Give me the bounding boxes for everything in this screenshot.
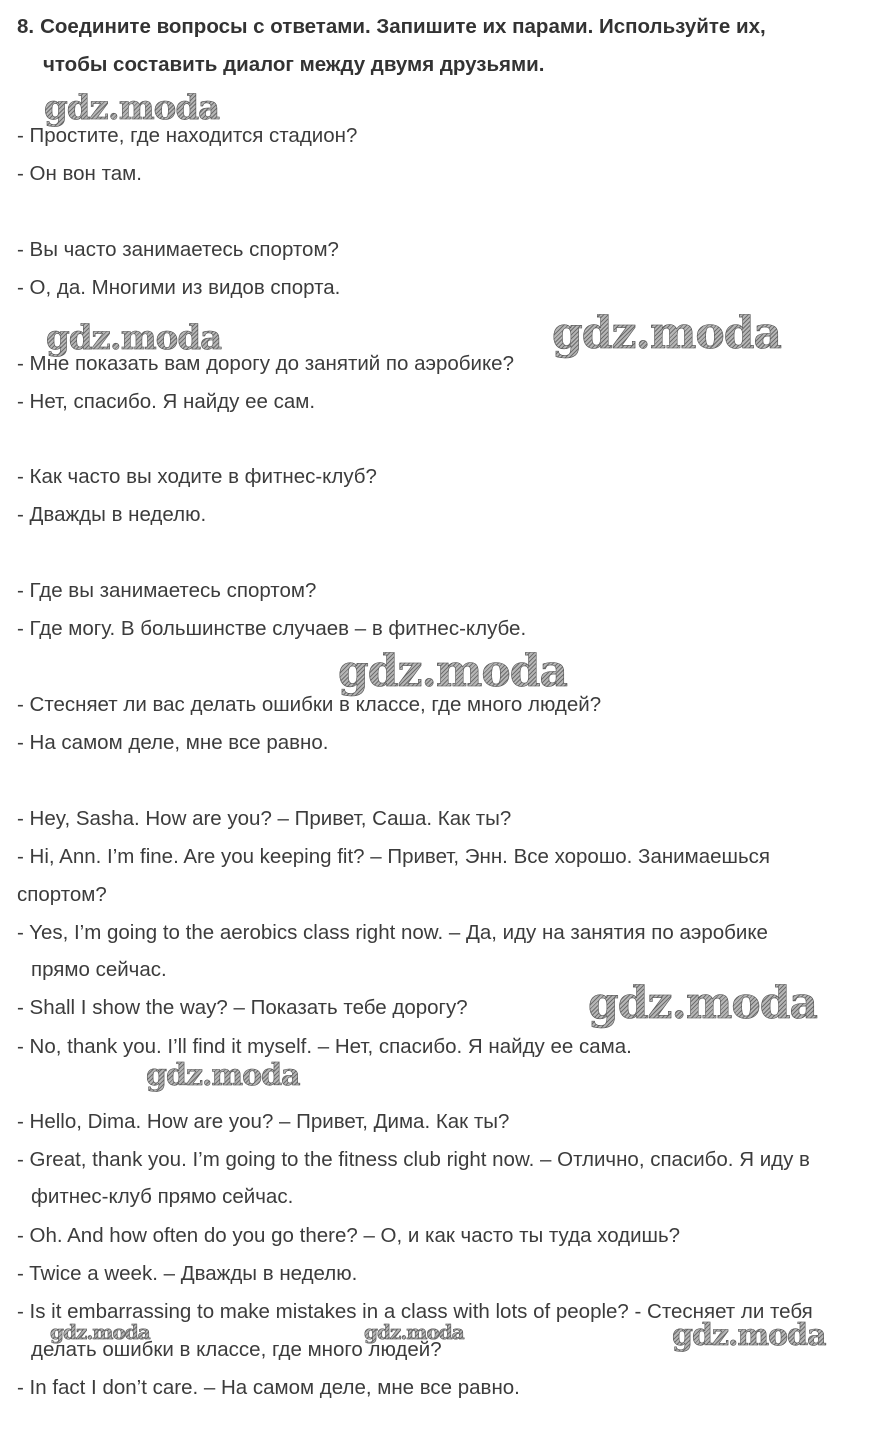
dialog-line: - Дважды в неделю. — [17, 503, 207, 526]
dialog-line: - No, thank you. I’ll find it myself. – Нет, спасибо. Я найду ее сама. — [17, 1035, 632, 1058]
task-text-line-2: чтобы составить диалог между двумя друзьями. — [43, 53, 545, 76]
dialog-line: - Мне показать вам дорогу до занятий по аэробике? — [17, 352, 514, 375]
task-heading — [17, 8, 875, 84]
dialog-line: - In fact I don’t care. – На самом деле, мне все равно. — [17, 1376, 520, 1399]
watermark: gdz.moda — [672, 1318, 826, 1353]
watermark: gdz.moda — [588, 978, 818, 1029]
dialog-line: - На самом деле, мне все равно. — [17, 731, 329, 754]
dialog-line: - Hey, Sasha. How are you? – Привет, Саша. Как ты? — [17, 807, 512, 830]
dialog-line: спортом? — [17, 883, 107, 906]
dialog-line: - Great, thank you. I’m going to the fitness club right now. – Отлично, спасибо. Я иду в — [17, 1148, 810, 1171]
dialog-line: - Shall I show the way? – Показать тебе дорогу? — [17, 996, 468, 1019]
watermark: gdz.moda — [50, 1320, 150, 1344]
watermark: gdz.moda — [552, 308, 782, 359]
dialog-line: делать ошибки в классе, где много людей? — [31, 1338, 442, 1361]
dialog-line: - Twice a week. – Дважды в неделю. — [17, 1262, 358, 1285]
dialog-line: - Он вон там. — [17, 162, 142, 185]
dialog-line: - Нет, спасибо. Я найду ее сам. — [17, 390, 316, 413]
dialog-line: - Hello, Dima. How are you? – Привет, Дима. Как ты? — [17, 1110, 510, 1133]
dialog-line: - Yes, I’m going to the aerobics class right now. – Да, иду на занятия по аэробике — [17, 921, 768, 944]
watermark: gdz.moda — [46, 318, 222, 358]
dialog-line: фитнес-клуб прямо сейчас. — [31, 1185, 294, 1208]
dialog-line: - Простите, где находится стадион? — [17, 124, 358, 147]
dialog-line: - Как часто вы ходите в фитнес-клуб? — [17, 465, 377, 488]
dialog-line: - Oh. And how often do you go there? – О, и как часто ты туда ходишь? — [17, 1224, 681, 1247]
task-text-line-1: Соедините вопросы с ответами. Запишите их парами. Используйте их, — [40, 15, 766, 38]
dialog-line: - Вы часто занимаетесь спортом? — [17, 238, 339, 261]
dialog-line: - Где вы занимаетесь спортом? — [17, 579, 317, 602]
dialog-line: - Стесняет ли вас делать ошибки в классе, где много людей? — [17, 693, 602, 716]
watermark: gdz.moda — [146, 1058, 300, 1093]
watermark: gdz.moda — [44, 88, 220, 128]
dialog-line: - О, да. Многими из видов спорта. — [17, 276, 341, 299]
watermark: gdz.moda — [338, 646, 568, 697]
dialog-line: - Is it embarrassing to make mistakes in a class with lots of people? - Стесняет ли тебя — [17, 1300, 813, 1323]
watermark: gdz.moda — [364, 1320, 464, 1344]
task-number: 8. — [17, 15, 35, 38]
dialog-line: прямо сейчас. — [31, 958, 167, 981]
dialog-line: - Hi, Ann. I’m fine. Are you keeping fit? – Привет, Энн. Все хорошо. Занимаешься — [17, 845, 770, 868]
dialog-line: - Где могу. В большинстве случаев – в фитнес-клубе. — [17, 617, 527, 640]
